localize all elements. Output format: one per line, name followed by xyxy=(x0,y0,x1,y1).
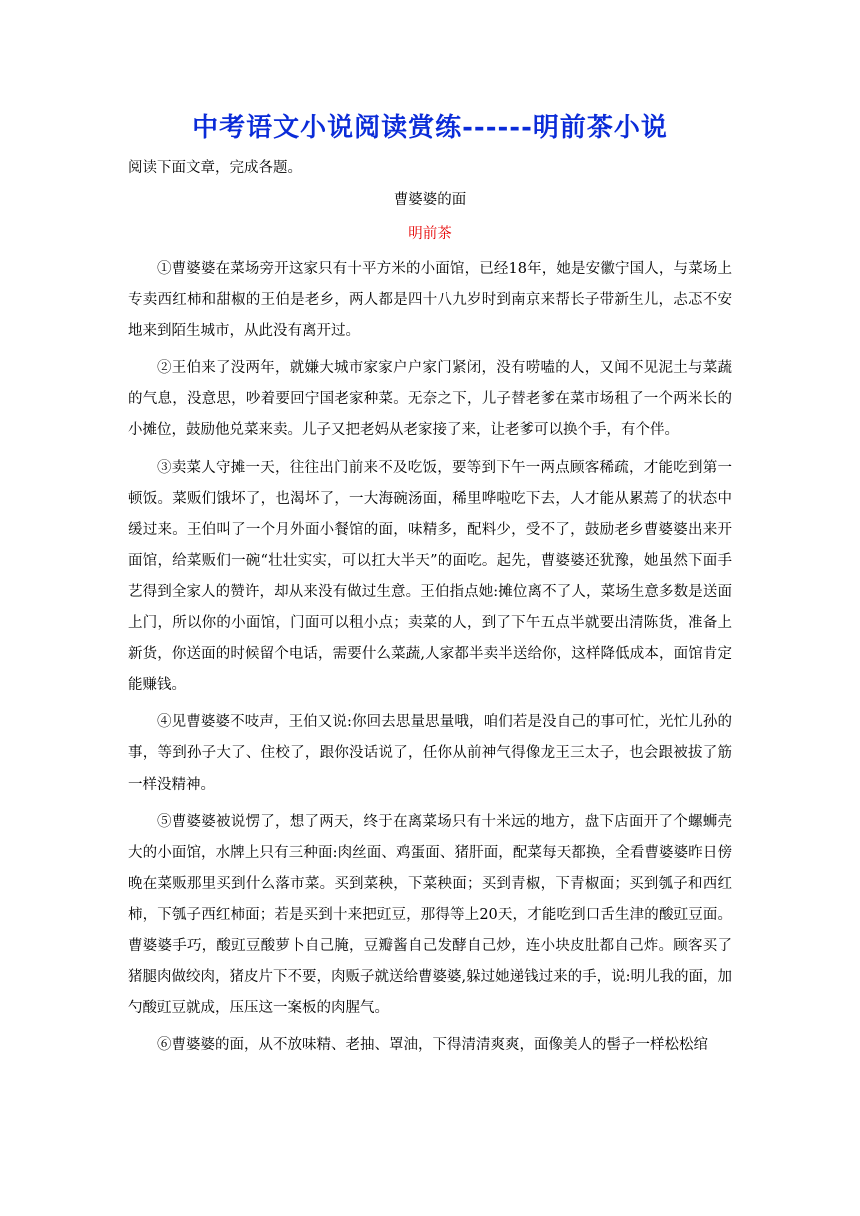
story-body xyxy=(128,254,732,1067)
paragraph-1: ①曹婆婆在菜场旁开这家只有十平方米的小面馆，已经18年，她是安徽宁国人，与菜场上专卖西红柿和甜椒的王伯是老乡，两人都是四十八九岁时到南京来帮长子带新生儿，忐忑不安地来到陌生城市，从此没有离开过。 xyxy=(128,261,732,340)
paragraph-3: ③卖菜人守摊一天，往往出门前来不及吃饭，要等到下午一两点顾客稀疏，才能吃到第一顿饭。菜贩们饿坏了，也渴坏了，一大海碗汤面，稀里哗啦吃下去，人才能从累蔫了的状态中缓过来。王伯叫了一个月外面小餐馆的面，味精多，配料少，受不了，鼓励老乡曹婆婆出来开面馆，给菜贩们一碗“壮壮实实，可以扛大半天”的面吃。起先，曹婆婆还犹豫，她虽然下面手艺得到全家人的赞许，却从来没有做过生意。王伯指点她:摊位离不了人，菜场生意多数是送面上门，所以你的小面馆，门面可以租小点；卖菜的人，到了下午五点半就要出清陈货，准备上新货，你送面的时候留个电话，需要什么菜蔬,人家都半卖半送给你，这样降低成本，面馆肯定能赚钱。 xyxy=(128,459,732,694)
paragraph-4: ④见曹婆婆不吱声，王伯又说:你回去思量思量哦，咱们若是没自己的事可忙，光忙儿孙的事，等到孙子大了、住校了，跟你没话说了，任你从前神气得像龙王三太子，也会跟被拔了筋一样没精神。 xyxy=(128,714,732,793)
paragraph-2: ②王伯来了没两年，就嫌大城市家家户户家门紧闭，没有唠嗑的人，又闻不见泥土与菜蔬的气息，没意思，吵着要回宁国老家种菜。无奈之下，儿子替老爹在菜市场租了一个两米长的小摊位，鼓励他兑菜来卖。儿子又把老妈从老家接了来，让老爹可以换个手，有个伴。 xyxy=(128,360,732,439)
paragraph-6: ⑥曹婆婆的面，从不放味精、老抽、罩油，下得清清爽爽，面像美人的髻子一样松松绾 xyxy=(157,1037,708,1054)
story-title: 曹婆婆的面 xyxy=(393,192,467,208)
document-title: 中考语文小说阅读赏练------明前茶小说 xyxy=(192,113,668,143)
reading-instruction: 阅读下面文章，完成各题。 xyxy=(128,160,302,176)
story-author: 明前茶 xyxy=(408,226,452,242)
paragraph-5: ⑤曹婆婆被说愣了，想了两天，终于在离菜场只有十米远的地方，盘下店面开了个螺蛳壳大的小面馆，水牌上只有三种面:肉丝面、鸡蛋面、猪肝面，配菜每天都换，全看曹婆婆昨日傍晚在菜贩那里买到什么落市菜。买到菜秧，下菜秧面；买到青椒，下青椒面；买到瓠子和西红柿，下瓠子西红柿面；若是买到十来把豇豆，那得等上20天，才能吃到口舌生津的酸豇豆面。曹婆婆手巧，酸豇豆酸萝卜自己腌，豆瓣酱自己发酵自己炒，连小块皮肚都自己炸。顾客买了猪腿肉做绞肉，猪皮片下不要，肉贩子就送给曹婆婆,躲过她递钱过来的手，说:明儿我的面，加勺酸豇豆就成，压压这一案板的肉腥气。 xyxy=(128,813,732,1017)
